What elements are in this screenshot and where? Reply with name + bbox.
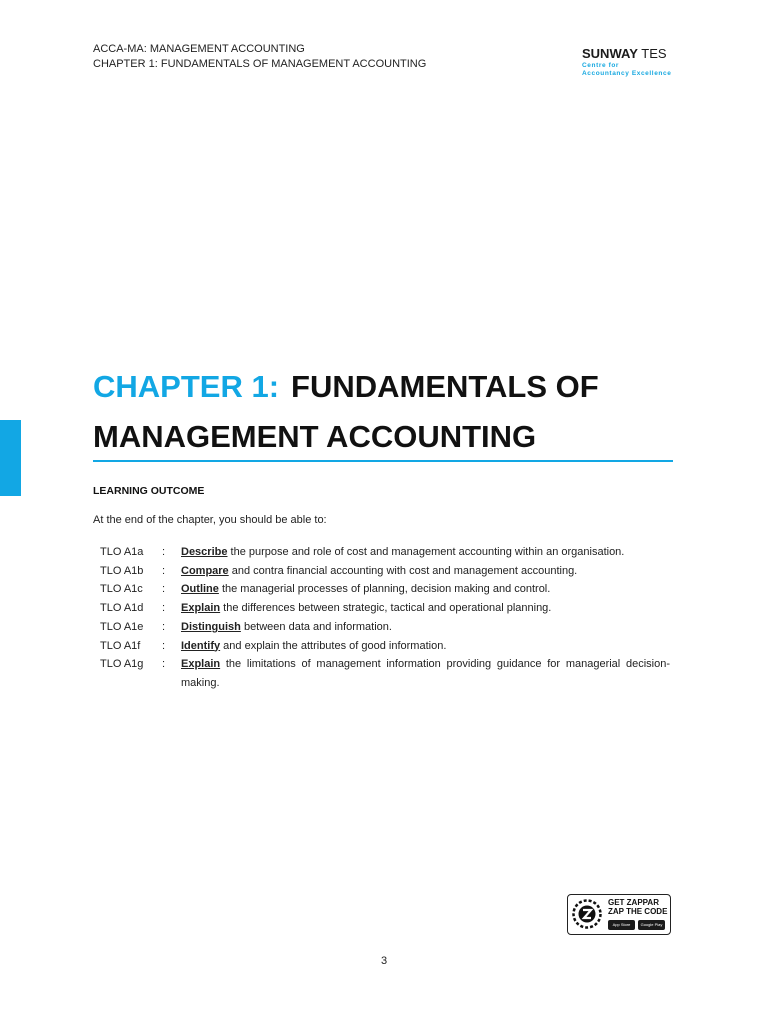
outcome-description: between data and information. [240, 620, 392, 633]
chapter-title-line2: MANAGEMENT ACCOUNTING [93, 419, 537, 454]
outcome-description: the limitations of management information providing guidance for managerial decision-making. [181, 658, 670, 689]
outcome-verb: Explain [181, 658, 221, 671]
outcome-text [181, 599, 670, 618]
learning-outcome-intro: At the end of the chapter, you should be able to: [93, 514, 327, 526]
outcome-code: TLO A1a [100, 546, 144, 558]
outcome-separator: : [162, 602, 166, 615]
logo-tagline-1: Centre for [582, 62, 620, 69]
outcome-code: TLO A1g [100, 658, 144, 671]
store-badges [608, 920, 665, 930]
outcome-code: TLO A1f [100, 639, 141, 652]
outcome-text [181, 637, 670, 656]
list-item [100, 618, 670, 637]
zappar-badge[interactable] [567, 894, 671, 935]
outcome-description: and contra financial accounting with cost and management accounting. [228, 564, 578, 577]
chapter-label: CHAPTER 1: [93, 369, 280, 404]
list-item [100, 655, 670, 692]
learning-outcome-list [100, 543, 670, 693]
chapter-title-line1: FUNDAMENTALS OF [291, 369, 599, 404]
list-item [100, 599, 670, 618]
title-divider [93, 460, 673, 462]
outcome-separator: : [162, 564, 166, 577]
google-play-badge[interactable]: Google Play [638, 920, 665, 930]
logo-tagline-2: Accountancy Excellence [582, 70, 672, 77]
running-header [93, 42, 426, 72]
outcome-verb: Identify [181, 639, 221, 652]
header-chapter: CHAPTER 1: FUNDAMENTALS OF MANAGEMENT ACCOUNTING [93, 58, 427, 70]
outcome-separator: : [162, 639, 166, 652]
app-store-badge[interactable]: App Store [608, 920, 635, 930]
learning-outcome-heading: LEARNING OUTCOME [93, 485, 205, 497]
sunway-tes-logo [582, 46, 682, 77]
outcome-text [181, 580, 670, 599]
chapter-title [93, 362, 693, 462]
outcome-separator: : [162, 546, 166, 558]
outcome-description: the differences between strategic, tactical and operational planning. [220, 602, 552, 615]
outcome-verb: Compare [181, 564, 229, 577]
outcome-separator: : [162, 620, 166, 633]
outcome-text [181, 562, 670, 581]
outcome-verb: Outline [181, 583, 219, 596]
zappar-line2: ZAP THE CODE [608, 907, 668, 916]
outcome-description: the purpose and role of cost and management accounting within an organisation. [227, 546, 625, 558]
outcome-verb: Describe [181, 546, 228, 558]
outcome-code: TLO A1d [100, 602, 144, 615]
chapter-side-tab [0, 420, 21, 496]
outcome-verb: Distinguish [181, 620, 241, 633]
list-item [100, 562, 670, 581]
outcome-description: the managerial processes of planning, decision making and control. [218, 583, 551, 596]
list-item [100, 580, 670, 599]
outcome-verb: Explain [181, 602, 221, 615]
zappar-label [608, 898, 667, 916]
logo-brand: SUNWAY [582, 46, 638, 61]
zapcode-icon [572, 899, 602, 929]
list-item [100, 543, 670, 562]
zappar-line1: GET ZAPPAR [608, 898, 659, 907]
outcome-text [181, 618, 670, 637]
list-item [100, 637, 670, 656]
logo-suffix: TES [637, 46, 667, 61]
logo-wordmark [582, 46, 682, 61]
header-course: ACCA-MA: MANAGEMENT ACCOUNTING [93, 43, 305, 55]
outcome-separator: : [162, 658, 166, 671]
outcome-code: TLO A1b [100, 564, 144, 577]
outcome-separator: : [162, 583, 166, 596]
outcome-text [181, 655, 670, 692]
outcome-code: TLO A1c [100, 583, 143, 596]
outcome-code: TLO A1e [100, 620, 144, 633]
outcome-text [181, 543, 670, 562]
page-number: 3 [380, 955, 388, 967]
outcome-description: and explain the attributes of good information. [220, 639, 447, 652]
